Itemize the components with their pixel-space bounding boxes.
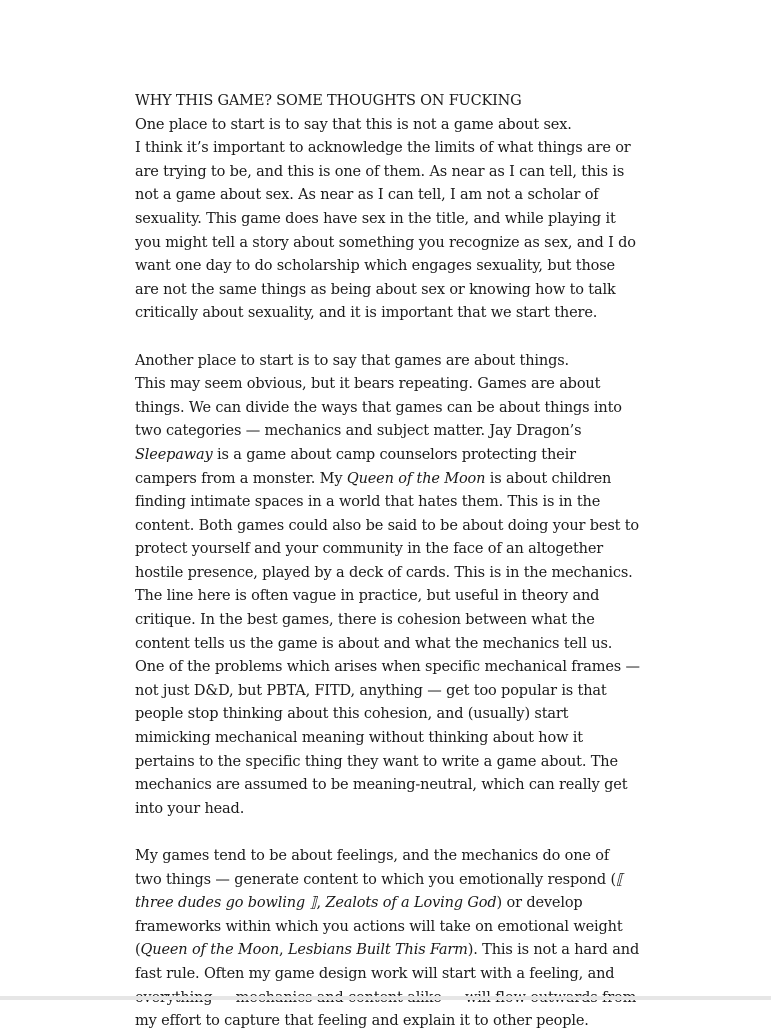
title-lesbians-built-this-farm: Lesbians Built This Farm (287, 942, 468, 959)
paragraph-lead-1: One place to start is to say that this is not a game about sex. (135, 116, 572, 133)
text-run: is about children finding intimate spaces in a world that hates them. This is in the content. Both games could also be said to be about doing your best to protect yourself and your community in the face of an altogether hostile presence, played by a deck of cards. This is in the mechanics. The line here is often vague in practice, but useful in theory and critique. In the best games, there is cohesion between what the content tells us the game is about and what the mechanics tell us. One of the problems which arises when specific mechanical frames — not just D&D, but PBTA, FITD, anything — get too popular is that people stop thinking about this cohesion, and (usually) start mimicking mechanical meaning without thinking about how it pertains to the specific thing they want to write a game about. The mechanics are assumed to be meaning-neutral, which can really get into your head. (135, 470, 640, 817)
title-three-dudes-go-bowling: ⟦ three dudes go bowling ⟧ (135, 871, 623, 912)
text-run: , (279, 942, 288, 959)
text-run: is a game about camp counselors protecting their campers from a monster. My (135, 446, 576, 487)
text-run: ) or develop frameworks within which you actions will take on emotional weight ( (135, 895, 623, 959)
title-zealots-of-a-loving-god: Zealots of a Loving God (325, 895, 497, 912)
paragraph-body-3 (135, 845, 640, 1034)
text-run: ). This is not a hard and fast rule. Often my game design work will start with a feeling, and my effort to capture that feeling and explain it to other people. (135, 942, 640, 1030)
paragraph-gap (135, 821, 640, 845)
text-run: This may seem obvious, but it bears repeating. Games are about things. We can divide the ways that games can be about things into two categories — mechanics and subject matter. Jay Dragon’s (135, 376, 622, 440)
paragraph-body-2 (135, 373, 640, 821)
text-run: My games tend to be about feelings, and the mechanics do one of two things — generate content to which you emotionally respond ( (135, 848, 616, 888)
text-run: , (316, 895, 326, 912)
paragraph-lead-2: Another place to start is to say that games are about things. (135, 352, 569, 369)
title-sleepaway: Sleepaway (135, 446, 213, 463)
section-heading: WHY THIS GAME? SOME THOUGHTS ON FUCKING (135, 93, 522, 109)
title-queen-of-the-moon: Queen of the Moon (346, 470, 486, 487)
page-bottom-edge (0, 996, 771, 1000)
title-queen-of-the-moon: Queen of the Moon (140, 942, 280, 959)
document-page (135, 90, 640, 1034)
paragraph-gap (135, 326, 640, 350)
paragraph-body-1: I think it’s important to acknowledge the limits of what things are or are trying to be, and this is one of them. As near as I can tell, this is not a game about sex. As near as I can tell, I am not a scholar of sexuality. This game does have sex in the title, and while playing it you might tell a story about something you recognize as sex, and I do want one day to do scholarship which engages sexuality, but those are not the same things as being about sex or knowing how to talk critically about sexuality, and it is important that we start there. (135, 140, 636, 322)
